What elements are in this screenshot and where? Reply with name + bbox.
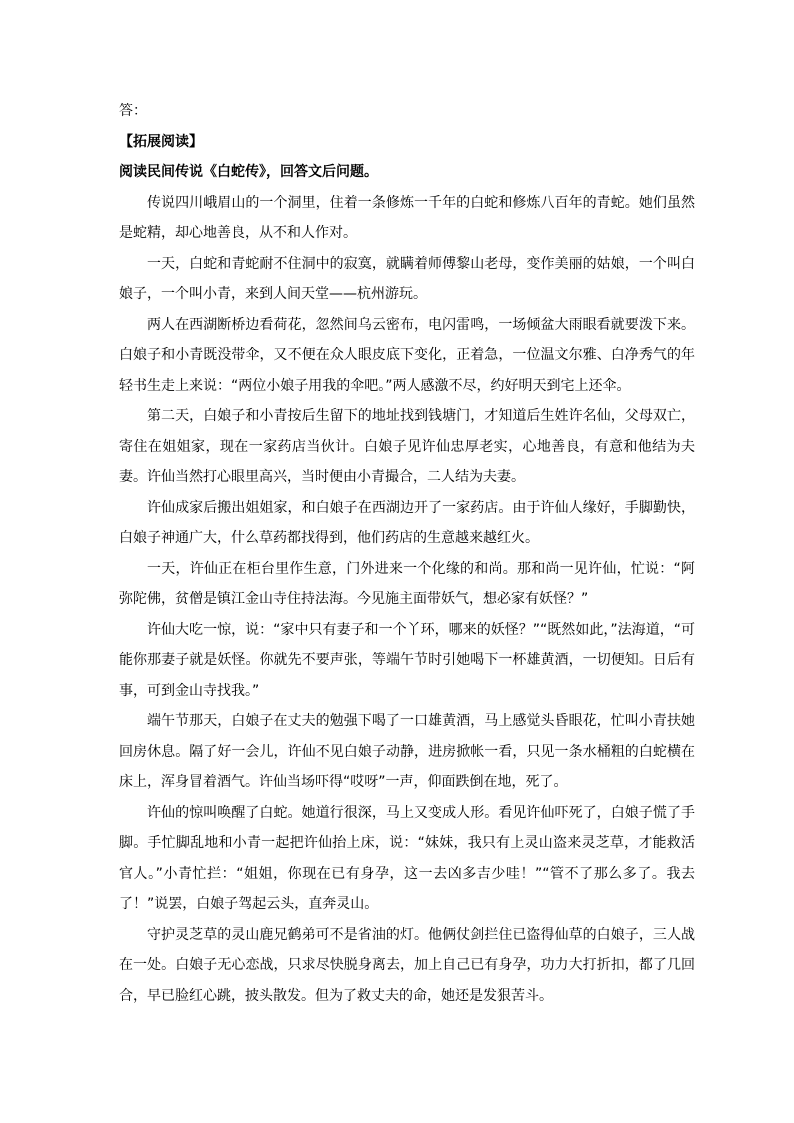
paragraph-8: 端午节那天，白娘子在丈夫的勉强下喝了一口雄黄酒，马上感觉头昏眼花，忙叫小青扶她回房休息。隔了好一会儿，许仙不见白娘子动静，进房掀帐一看，只见一条水桶粗的白蛇横在床上，浑身冒着酒气。许仙当场吓得“哎呀”一声，仰面跌倒在地，死了。 <box>119 713 695 790</box>
section-heading: 【拓展阅读】 <box>119 133 203 150</box>
answer-label: 答： <box>119 103 147 119</box>
reading-instruction: 阅读民间传说《白蛇传》，回答文后问题。 <box>119 164 378 180</box>
paragraph-5: 许仙成家后搬出姐姐家，和白娘子在西湖边开了一家药店。由于许仙人缘好，手脚勤快，白娘子神通广大，什么草药都找得到，他们药店的生意越来越红火。 <box>119 499 695 546</box>
paragraph-9: 许仙的惊叫唤醒了白蛇。她道行很深，马上又变成人形。看见许仙吓死了，白娘子慌了手脚。手忙脚乱地和小青一起把许仙抬上床，说：“妹妹，我只有上灵山盗来灵芝草，才能救活官人。”小青忙拦：“姐姐，你现在已有身孕，这一去凶多吉少哇！”“管不了那么多了。我去了！”说罢，白娘子驾起云头，直奔灵山。 <box>119 804 695 912</box>
paragraph-10: 守护灵芝草的灵山鹿兄鹤弟可不是省油的灯。他俩仗剑拦住已盗得仙草的白娘子，三人战在一处。白娘子无心恋战，只求尽快脱身离去，加上自己已有身孕，功力大打折扣，都了几回合，早已脸红心跳，披头散发。但为了救丈夫的命，她还是发狠苦斗。 <box>119 926 695 1004</box>
paragraph-2: 一天，白蛇和青蛇耐不住洞中的寂寞，就瞒着师傅黎山老母，变作美丽的姑娘，一个叫白娘子，一个叫小青，来到人间天堂——杭州游玩。 <box>119 255 695 302</box>
paragraph-3: 两人在西湖断桥边看荷花，忽然间乌云密布，电闪雷鸣，一场倾盆大雨眼看就要泼下来。白娘子和小青既没带伞，又不便在众人眼皮底下变化，正着急，一位温文尔雅、白净秀气的年轻书生走上来说：“两位小娘子用我的伞吧。”两人感激不尽，约好明天到宅上还伞。 <box>119 316 695 394</box>
paragraph-4: 第二天，白娘子和小青按后生留下的地址找到钱塘门，才知道后生姓许名仙，父母双亡，寄住在姐姐家，现在一家药店当伙计。白娘子见许仙忠厚老实，心地善良，有意和他结为夫妻。许仙当然打心眼里高兴，当时便由小青撮合，二人结为夫妻。 <box>119 408 695 485</box>
paragraph-6: 一天，许仙正在柜台里作生意，门外进来一个化缘的和尚。那和尚一见许仙，忙说：“阿弥陀佛，贫僧是镇江金山寺住持法海。今见施主面带妖气，想必家有妖怪？” <box>119 560 695 607</box>
paragraph-1: 传说四川峨眉山的一个洞里，住着一条修炼一千年的白蛇和修炼八百年的青蛇。她们虽然是蛇精，却心地善良，从不和人作对。 <box>119 194 695 241</box>
paragraph-7: 许仙大吃一惊，说：“家中只有妻子和一个丫环，哪来的妖怪？”“既然如此，”法海道，“可能你那妻子就是妖怪。你就先不要声张，等端午节时引她喝下一杯雄黄酒，一切便知。日后有事，可到金山寺找我。” <box>119 621 695 699</box>
document-page <box>119 96 695 1011</box>
